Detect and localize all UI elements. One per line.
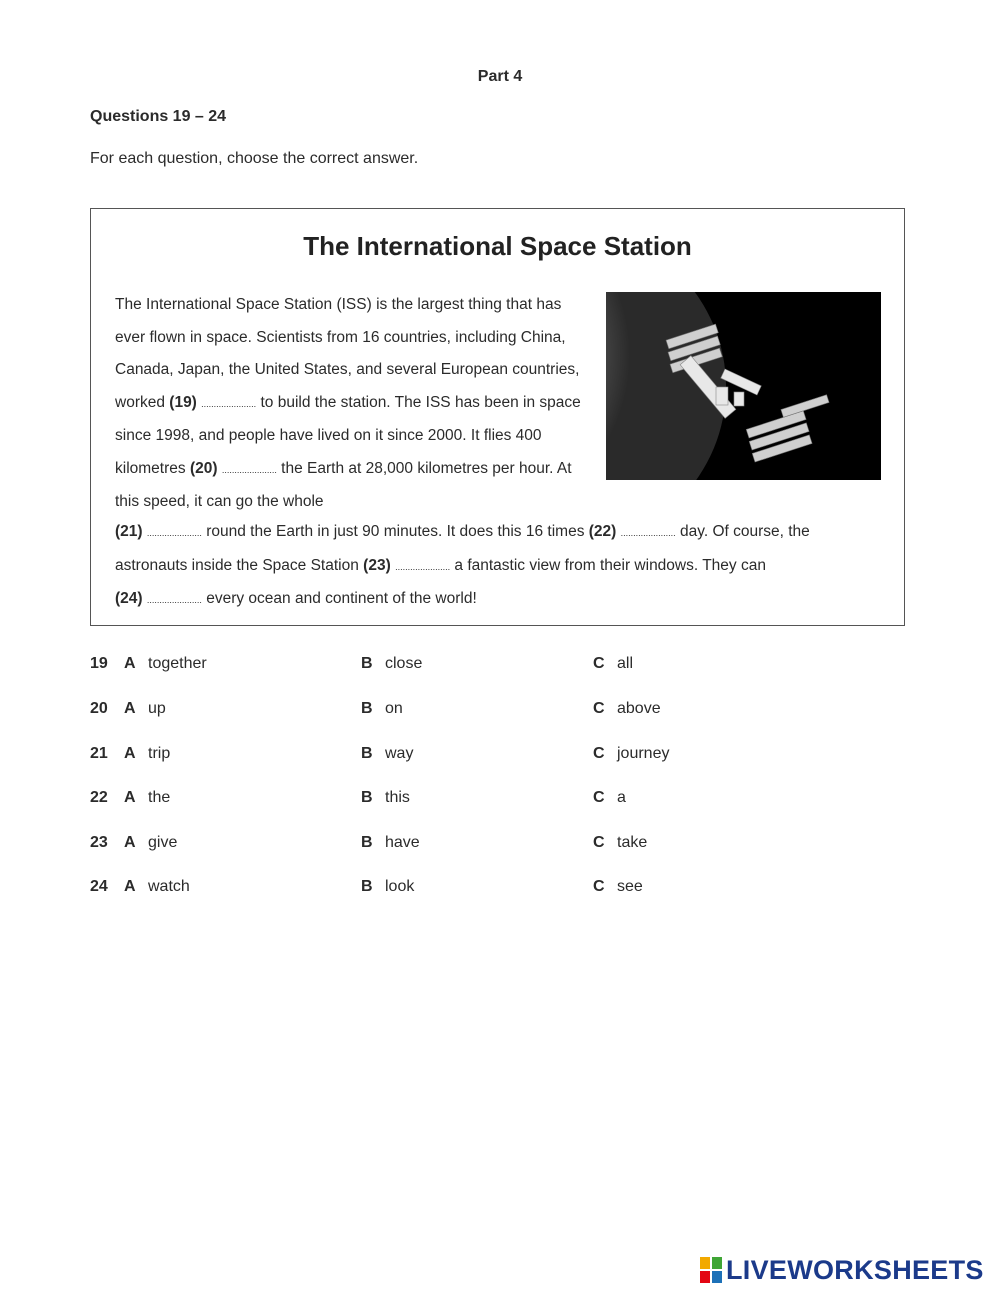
option-letter: A [124,834,136,851]
option-letter: A [124,789,136,806]
option-21-b[interactable]: way [385,745,414,762]
passage-text-top [115,289,585,519]
question-number: 21 [90,745,108,762]
instruction-text: For each question, choose the correct answer. [90,150,419,167]
passage-segment: round the Earth in just 90 minutes. It does this 16 times [206,523,585,540]
gap-20-label: (20) [189,459,218,477]
option-23-a[interactable]: give [148,834,178,851]
option-letter: A [124,878,136,895]
passage-segment: every ocean and continent of the world! [206,590,477,607]
question-number: 20 [90,700,108,717]
option-22-b[interactable]: this [385,789,410,806]
option-letter: B [361,789,373,806]
question-number: 19 [90,655,108,672]
option-letter: A [124,655,136,672]
option-letter: C [593,878,605,895]
brand-name: LIVEWORKSHEETS [726,1254,984,1285]
option-letter: B [361,834,373,851]
question-number: 22 [90,789,108,806]
option-19-c[interactable]: all [617,655,634,672]
question-number: 24 [90,878,108,895]
option-21-a[interactable]: trip [148,745,171,762]
question-number: 23 [90,834,108,851]
question-21-row [90,745,910,775]
space-station-photo [606,292,881,480]
question-24-row [90,878,910,908]
gap-23-blank[interactable]: ...................... [395,561,451,572]
option-letter: B [361,878,373,895]
part-title: Part 4 [477,68,523,85]
gap-22-label: (22) [588,523,617,540]
gap-20-blank[interactable]: ...................... [221,464,277,475]
passage-segment: to build the station. The ISS has been in space since 1998, and people have lived on it since 2000. It flies 400 kilometres [115,393,581,477]
option-24-a[interactable]: watch [148,878,190,895]
option-letter: B [361,655,373,672]
passage-segment: the Earth at 28,000 kilometres per hour. At this speed, it can go the whole [115,459,572,510]
option-20-b[interactable]: on [385,700,403,717]
passage-title: The International Space Station [303,231,692,261]
gap-22-blank[interactable]: ...................... [620,528,676,538]
option-letter: A [124,700,136,717]
passage-segment: a fantastic view from their windows. They can [454,556,766,574]
gap-21-label: (21) [115,523,143,540]
passage-text-bottom [115,516,885,617]
option-22-a[interactable]: the [148,789,171,806]
gap-21-blank[interactable]: ...................... [146,528,202,538]
option-letter: C [593,789,605,806]
option-letter: B [361,745,373,762]
liveworksheets-logo [700,1252,984,1288]
question-20-row [90,700,910,730]
option-letter: A [124,745,136,762]
option-24-b[interactable]: look [385,878,415,895]
option-24-c[interactable]: see [617,878,643,895]
option-22-c[interactable]: a [617,789,626,806]
gap-19-label: (19) [169,393,197,411]
logo-blocks-icon [700,1257,722,1283]
gap-19-blank[interactable]: ...................... [201,398,257,409]
question-19-row [90,655,910,685]
option-20-a[interactable]: up [148,700,166,717]
question-22-row [90,789,910,819]
question-23-row [90,834,910,864]
option-letter: C [593,700,605,717]
reading-text-box [90,208,905,626]
passage-segment: The International Space Station (ISS) is the largest thing that has ever flown in space. Scientists from 16 countries, including China, Canada, Japan, the United States, and several European countries, worked [115,296,580,411]
gap-23-label: (23) [363,556,391,574]
option-letter: C [593,834,605,851]
option-19-a[interactable]: together [148,655,207,672]
option-letter: B [361,700,373,717]
passage-segment: day. Of course, the astronauts inside the Space Station [115,523,810,574]
gap-24-blank[interactable]: ...................... [146,595,202,605]
option-23-b[interactable]: have [385,834,420,851]
option-19-b[interactable]: close [385,655,423,672]
option-letter: C [593,745,605,762]
option-letter: C [593,655,605,672]
option-23-c[interactable]: take [617,834,648,851]
questions-range: Questions 19 – 24 [90,108,227,125]
option-21-c[interactable]: journey [617,745,670,762]
option-20-c[interactable]: above [617,700,661,717]
gap-24-label: (24) [115,590,143,607]
